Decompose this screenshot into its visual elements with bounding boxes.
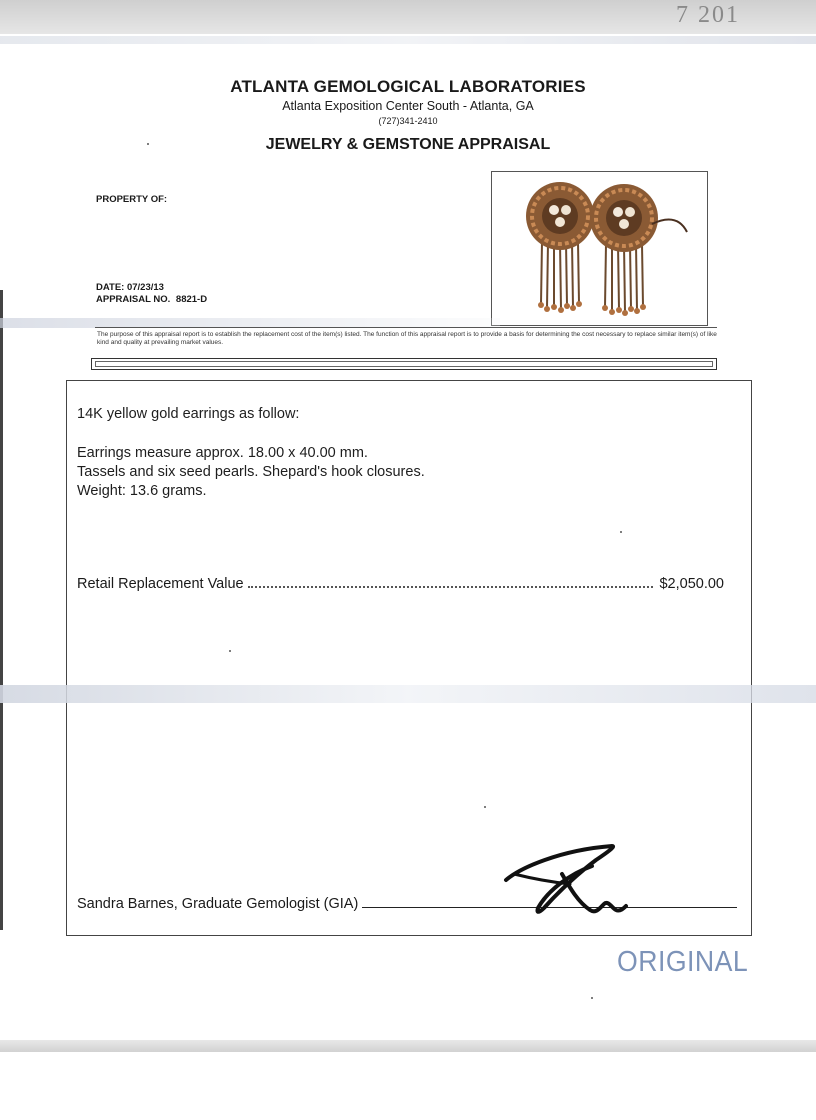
item-weight: Weight: 13.6 grams.	[77, 483, 207, 499]
signatory-name: Sandra Barnes, Graduate Gemologist (GIA)	[77, 896, 359, 912]
date-label: DATE:	[96, 282, 125, 293]
scan-band-bottom	[0, 1040, 816, 1052]
tassel-right	[605, 244, 643, 312]
scan-band-highlight	[0, 36, 816, 44]
seed-pearl	[549, 205, 559, 215]
scan-speck	[229, 650, 231, 652]
dot-leader	[248, 586, 654, 588]
item-dimensions: Earrings measure approx. 18.00 x 40.00 mm.	[77, 445, 368, 461]
appraisal-number-field	[96, 294, 207, 305]
hook-closure	[652, 220, 687, 233]
item-features: Tassels and six seed pearls. Shepard's hook closures.	[77, 464, 425, 480]
replacement-value-label: Retail Replacement Value	[77, 576, 244, 592]
property-of-label: PROPERTY OF:	[96, 194, 168, 205]
scan-speck	[620, 531, 622, 533]
replacement-value-amount: $2,050.00	[659, 576, 724, 592]
date-field	[96, 282, 164, 293]
page-edge-shadow	[0, 290, 3, 930]
scan-speck	[591, 997, 593, 999]
scan-note: 7 201	[676, 2, 740, 28]
earring-right	[590, 184, 687, 316]
lab-name: ATLANTA GEMOLOGICAL LABORATORIES	[230, 77, 586, 96]
lab-address: Atlanta Exposition Center South - Atlanta, GA	[282, 99, 534, 113]
date-value: 07/23/13	[126, 282, 164, 293]
appraisal-number-value: 8821-D	[175, 294, 208, 305]
earrings-photo	[491, 171, 708, 326]
replacement-value-row	[77, 576, 724, 592]
earrings-illustration	[492, 172, 707, 325]
purpose-statement: The purpose of this appraisal report is to establish the replacement cost of the item(s) listed. The function of this appraisal report is to provide a basis for determining the cost necessary to replace similar item(s) of like kind and quality at prevailing market values.	[97, 331, 717, 346]
item-heading: 14K yellow gold earrings as follow:	[77, 406, 300, 422]
scan-speck	[147, 143, 149, 145]
scan-speck	[484, 806, 486, 808]
seed-pearl	[625, 207, 635, 217]
section-bar	[91, 358, 717, 370]
scan-smudge	[0, 685, 816, 703]
divider-rule	[95, 327, 717, 328]
seed-pearl	[619, 219, 629, 229]
letterhead	[0, 77, 816, 126]
document-title: JEWELRY & GEMSTONE APPRAISAL	[265, 136, 551, 153]
appraisal-number-label: APPRAISAL NO.	[96, 294, 171, 305]
seed-pearl	[561, 205, 571, 215]
earring-left	[526, 182, 594, 313]
lab-phone: (727)341-2410	[378, 116, 438, 126]
tassel-left	[541, 242, 579, 309]
original-stamp: ORIGINAL	[617, 946, 749, 978]
seed-pearl	[613, 207, 623, 217]
handwritten-signature	[500, 838, 640, 928]
seed-pearl	[555, 217, 565, 227]
